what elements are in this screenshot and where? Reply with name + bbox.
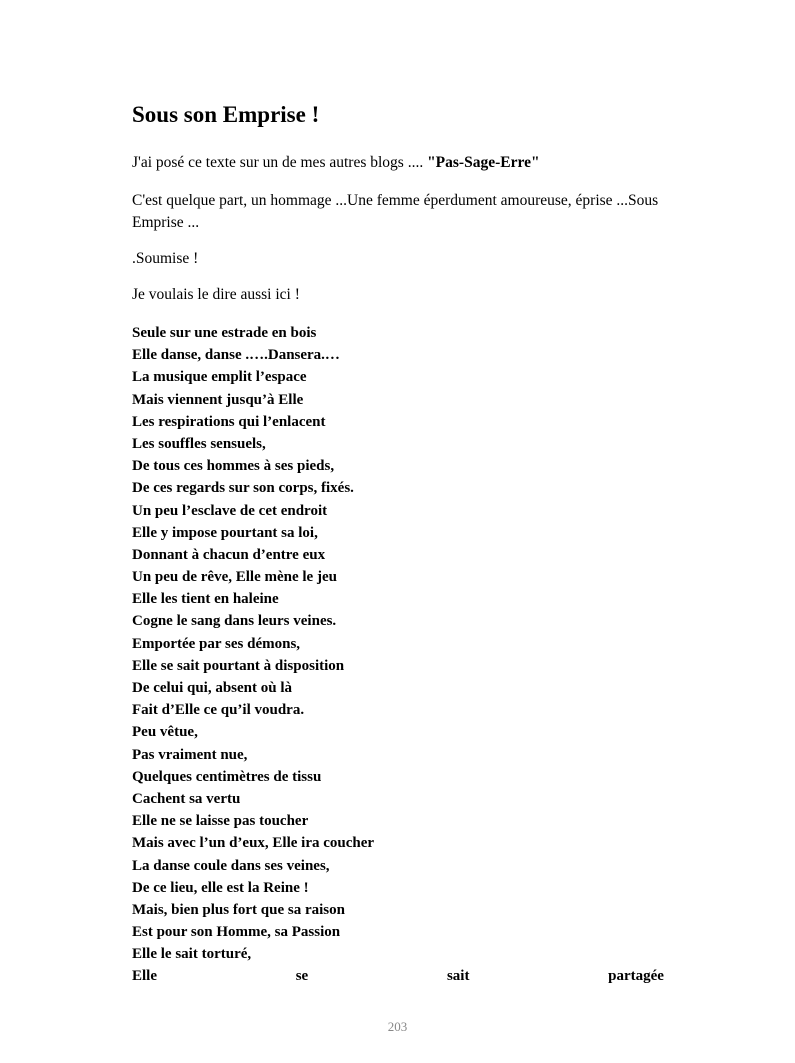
poem-line: Elle danse, danse .….Dansera.… [132, 347, 340, 364]
poem-last-line [132, 965, 664, 987]
intro-paragraph-1 [132, 152, 664, 174]
poem-line: Donnant à chacun d’entre eux [132, 546, 326, 563]
poem-line: Elle se sait pourtant à disposition [132, 657, 345, 674]
poem-line: Quelques centimètres de tissu [132, 768, 322, 785]
poem-line: De ce lieu, elle est la Reine ! [132, 879, 309, 896]
poem-line: Emportée par ses démons, [132, 635, 301, 652]
poem-line: Les respirations qui l’enlacent [132, 413, 326, 430]
intro-paragraph-3: .Soumise ! [132, 250, 199, 267]
poem-line: Fait d’Elle ce qu’il voudra. [132, 702, 305, 719]
blog-name: "Pas-Sage-Erre" [427, 154, 540, 171]
poem-line: Un peu de rêve, Elle mène le jeu [132, 569, 337, 586]
page-number: 203 [387, 1019, 408, 1034]
poem-line: Elle les tient en haleine [132, 591, 279, 608]
poem-line: Mais viennent jusqu’à Elle [132, 391, 304, 408]
poem-line: Un peu l’esclave de cet endroit [132, 502, 328, 519]
poem-line: Elle le sait torturé, [132, 946, 252, 963]
intro-paragraph-4: Je voulais le dire aussi ici ! [132, 286, 300, 303]
document-page [132, 100, 664, 988]
poem-line: La danse coule dans ses veines, [132, 857, 330, 874]
poem-line: Cogne le sang dans leurs veines. [132, 613, 337, 630]
poem-word: partagée [608, 968, 664, 985]
poem [132, 322, 664, 988]
poem-word: se [295, 968, 309, 985]
poem-line: Elle ne se laisse pas toucher [132, 813, 309, 830]
page-title: Sous son Emprise ! [132, 102, 320, 127]
poem-line: Mais avec l’un d’eux, Elle ira coucher [132, 835, 375, 852]
poem-word: Elle [132, 968, 157, 985]
poem-line: La musique emplit l’espace [132, 369, 307, 386]
poem-line: Mais, bien plus fort que sa raison [132, 901, 345, 918]
poem-line: Pas vraiment nue, [132, 746, 248, 763]
poem-line: Cachent sa vertu [132, 790, 241, 807]
poem-line: De celui qui, absent où là [132, 680, 293, 696]
intro-paragraph-2: C'est quelque part, un hommage ...Une femme éperdument amoureuse, éprise ...Sous Emprise ... [132, 192, 659, 231]
intro-text: J'ai posé ce texte sur un de mes autres blogs .... [132, 154, 428, 171]
poem-line: Les souffles sensuels, [132, 435, 266, 452]
poem-line: De ces regards sur son corps, fixés. [132, 480, 354, 497]
poem-line: De tous ces hommes à ses pieds, [132, 458, 335, 475]
poem-word: sait [446, 968, 470, 985]
poem-line: Seule sur une estrade en bois [132, 325, 317, 341]
poem-line: Peu vêtue, [132, 724, 198, 741]
poem-line: Est pour son Homme, sa Passion [132, 924, 341, 941]
poem-line: Elle y impose pourtant sa loi, [132, 524, 318, 541]
